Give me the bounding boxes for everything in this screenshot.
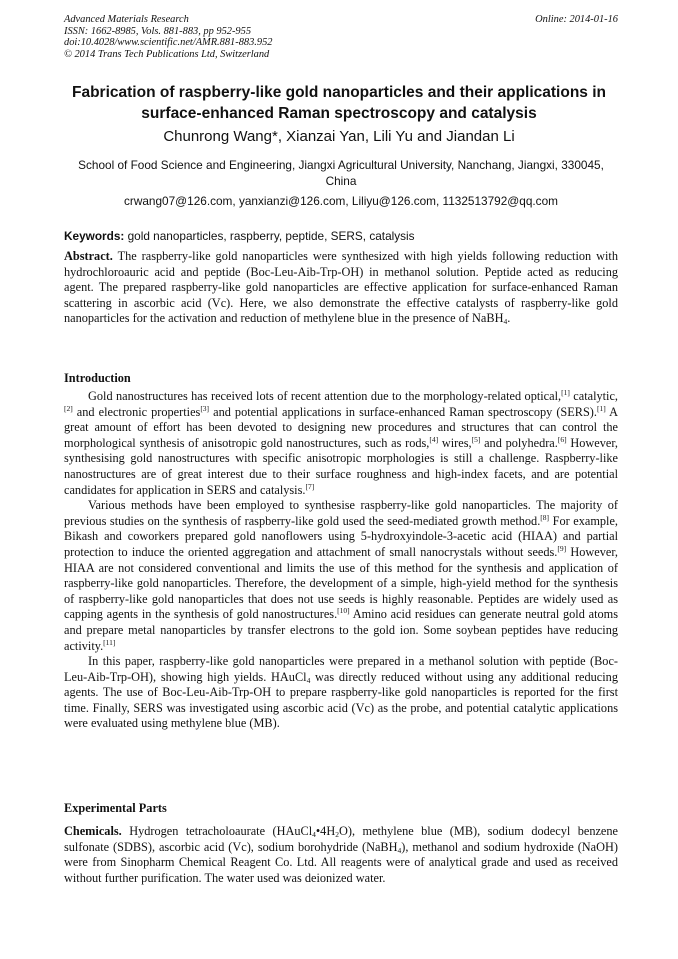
citation: [2] [64, 403, 73, 413]
abstract [64, 249, 618, 327]
doi-line: doi:10.4028/www.scientific.net/AMR.881-883.952 [64, 37, 273, 49]
text-run: Amino acid residues can generate neutral gold atoms and prepare metal nanoparticles by transfer electrons to the gold ion. Some soybean peptides have reducing activity. [64, 607, 618, 653]
citation: [5] [471, 434, 481, 444]
text-run: However, synthesising gold nanostructures with specific anisotropic morphologies is still a challenge. Raspberry-like nanostructures are of great interest due to their surface roughness and high-index facets, and are potential candidates for application in SERS and catalysis. [64, 435, 618, 497]
text-run: and polyhedra. [480, 435, 558, 450]
intro-paragraph-1 [64, 389, 618, 498]
introduction-body [64, 389, 618, 732]
subscript: 4 [306, 675, 311, 685]
text-run: Various methods have been employed to synthesise raspberry-like gold nanoparticles. The majority of previous studies on the synthesis of raspberry-like gold used the seed-mediated growth method. [64, 498, 618, 528]
journal-name: Advanced Materials Research [64, 14, 189, 25]
copyright-line: © 2014 Trans Tech Publications Ltd, Switzerland [64, 48, 270, 60]
abstract-text: The raspberry-like gold nanoparticles were synthesized with high yields following reduction with hydrochloroauric acid and peptide (Boc-Leu-Aib-Trp-OH) in methanol solution. Peptide acted as reducing agent. The prepared raspberry-like gold nanoparticles are effective application for surface-enhanced Raman scattering in ascorbic acid (Vc). Here, we also demonstrate the effective catalysts of raspberry-like gold nanoparticles for the activation and reduction of methylene blue in the presence of NaBH [64, 249, 618, 326]
affiliation: School of Food Science and Engineering, Jiangxi Agricultural University, Nanchang, Jiangxi, 330045, China [78, 158, 604, 188]
text-run: and electronic properties [72, 404, 201, 419]
text-run: ), methanol and sodium hydroxide (NaOH) were from Sinopharm Chemical Reagent Co. Ltd. All reagents were of analytical grade and used as received without further purification. The water used was deionized water. [64, 839, 618, 885]
text-run: •4H [315, 824, 336, 838]
issn-line: ISSN: 1662-8985, Vols. 881-883, pp 952-955 [64, 25, 252, 37]
author-list: Chunrong Wang*, Xianzai Yan, Lili Yu and Jiandan Li [163, 128, 515, 145]
text-run: catalytic, [569, 389, 618, 403]
keywords-line [64, 228, 618, 244]
citation: [1] [561, 388, 570, 397]
text-run: was directly reduced without using any additional reducing agents. The use of Boc-Leu-Aib-Trp-OH to prepare raspberry-like gold nanoparticles is reported for the first time. Finally, SERS was investigated using ascorbic acid (Vc) as the probe, and potential catalytic applications were evaluated using methylene blue (MB). [64, 669, 618, 731]
intro-paragraph-3 [64, 654, 618, 732]
text-run: However, HIAA are not considered conventional and limits the use of this method for the synthesis and application of raspberry-like gold nanoparticles. Therefore, the development of a simple, high-yield method for the synthesis of raspberry-like gold nanoparticles that does not use seeds is highly reasonable. Peptides are widely used as capping agents in the synthesis of gold nanostructures. [64, 544, 618, 622]
citation: [1] [596, 403, 606, 413]
author-emails: crwang07@126.com, yanxianzi@126.com, Liliyu@126.com, 1132513792@qq.com [124, 194, 558, 208]
citation: [11] [103, 637, 116, 647]
abstract-subscript: 4 [503, 317, 508, 327]
text-run: In this paper, raspberry-like gold nanoparticles were prepared in a methanol solution with peptide (Boc-Leu-Aib-Trp-OH), showing high yields. HAuCl [64, 654, 618, 684]
citation: [7] [305, 481, 315, 491]
keywords-label: Keywords: [64, 229, 125, 243]
citation: [6] [557, 434, 567, 444]
text-run: A great amount of effort has been devoted to designing new procedures and structures that can control the morphological synthesis of anisotropic gold nanostructures, such as rods, [64, 404, 618, 450]
text-run: Hydrogen tetracholoaurate (HAuCl [121, 824, 313, 838]
text-run: O), methylene blue (MB), sodium dodecyl benzene sulfonate (SDBS), ascorbic acid (Vc), sodium borohydride (NaBH [64, 824, 619, 854]
abstract-label: Abstract. [64, 249, 113, 263]
citation: [3] [200, 403, 210, 413]
experimental-heading: Experimental Parts [64, 801, 167, 815]
intro-paragraph-2 [64, 498, 618, 654]
introduction-heading: Introduction [64, 371, 131, 385]
text-run: wires, [438, 435, 472, 450]
chemicals-paragraph [64, 824, 618, 886]
citation: [10] [337, 606, 350, 616]
subscript: 2 [335, 830, 339, 839]
paper-title: Fabrication of raspberry-like gold nanoparticles and their applications in surface-enhanced Raman spectroscopy and catalysis [72, 84, 606, 122]
citation: [4] [429, 434, 439, 444]
online-date: Online: 2014-01-16 [535, 14, 618, 25]
abstract-end: . [507, 311, 511, 326]
chemicals-label: Chemicals. [64, 824, 122, 838]
citation: [9] [557, 543, 567, 553]
text-run: and potential applications in surface-enhanced Raman spectroscopy (SERS). [209, 404, 597, 419]
text-run: For example, Bikash and coworkers prepared gold nanoflowers using 5-hydroxyindole-3-acetic acid (HIAA) and partial protection to induce the oriented aggregation and attachment of small nanocrystals without seeds. [64, 513, 618, 559]
keywords-text: gold nanoparticles, raspberry, peptide, SERS, catalysis [124, 229, 415, 243]
journal-header [64, 14, 618, 60]
subscript: 4 [312, 830, 316, 839]
text-run: Gold nanostructures has received lots of recent attention due to the morphology-related optical, [88, 389, 562, 403]
citation: [8] [540, 512, 550, 522]
subscript: 4 [397, 845, 402, 855]
